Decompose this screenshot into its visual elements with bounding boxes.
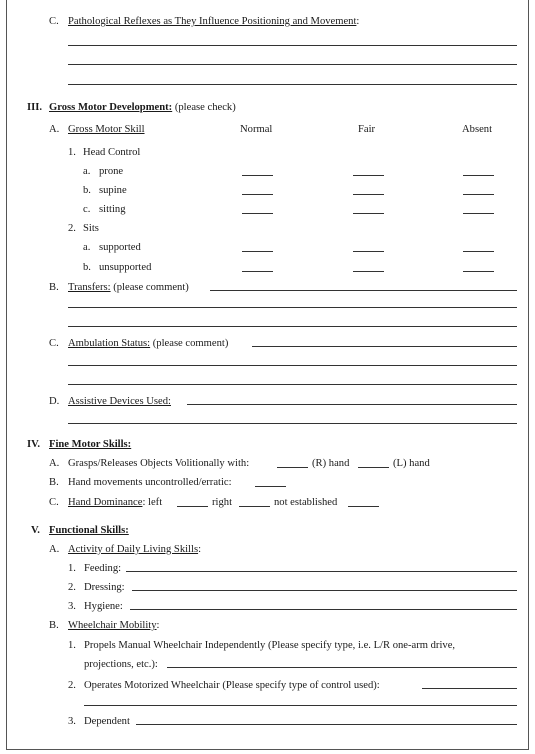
adl-heading: Activity of Daily Living Skills: (68, 544, 202, 555)
adl-num: 3. (68, 601, 76, 612)
section-c-line-3[interactable] (68, 84, 517, 85)
hand-movements-text: Hand movements uncontrolled/erratic: (68, 477, 232, 488)
wheelchair-letter: B. (49, 620, 59, 631)
section-4-numeral: IV. (27, 439, 41, 450)
feeding-line[interactable] (126, 571, 517, 572)
item-letter: c. (83, 204, 91, 215)
wheelchair-heading: Wheelchair Mobility: (68, 620, 160, 631)
wheelchair-2-text: Operates Motorized Wheelchair (Please specify type of control used): (84, 680, 380, 691)
wheelchair-2-line-1[interactable] (422, 688, 517, 689)
dominance-heading: Hand Dominance: left (68, 497, 163, 508)
check-fair[interactable] (353, 271, 384, 272)
wheelchair-2-line-2[interactable] (84, 705, 517, 706)
dominance-letter: C. (49, 497, 59, 508)
section-3-numeral: III. (27, 102, 43, 113)
hygiene-line[interactable] (130, 609, 517, 610)
section-c-line-2[interactable] (68, 64, 517, 65)
head-control-label: Head Control (83, 147, 141, 158)
section-5-title: Functional Skills: (49, 525, 129, 536)
grasps-letter: A. (49, 458, 60, 469)
adl-label: Feeding: (84, 563, 122, 574)
column-fair: Fair (358, 124, 376, 135)
left-blank[interactable] (177, 506, 208, 507)
wheelchair-1-text-cont: projections, etc.): (84, 659, 158, 670)
section-3-heading: Gross Motor Development: (please check) (49, 102, 236, 113)
item-label: supported (99, 242, 141, 253)
transfers-letter: B. (49, 282, 59, 293)
wheelchair-1-line[interactable] (167, 667, 517, 668)
item-label: sitting (99, 204, 126, 215)
column-absent: Absent (462, 124, 493, 135)
hand-movements-letter: B. (49, 477, 59, 488)
check-normal[interactable] (242, 251, 273, 252)
assistive-heading: Assistive Devices Used: (68, 396, 171, 407)
check-fair[interactable] (353, 175, 384, 176)
section-c-line-1[interactable] (68, 45, 517, 46)
adl-label: Hygiene: (84, 601, 123, 612)
check-absent[interactable] (463, 271, 494, 272)
hand-movements-blank[interactable] (255, 486, 286, 487)
item-label: prone (99, 166, 124, 177)
assistive-letter: D. (49, 396, 60, 407)
transfers-line-3[interactable] (68, 326, 517, 327)
column-normal: Normal (240, 124, 273, 135)
right-label: right (212, 497, 233, 508)
gross-motor-a-letter: A. (49, 124, 60, 135)
check-normal[interactable] (242, 271, 273, 272)
ambulation-line-2[interactable] (68, 365, 517, 366)
not-established-blank[interactable] (348, 506, 379, 507)
grasps-text: Grasps/Releases Objects Volitionally with: (68, 458, 250, 469)
assistive-line-2[interactable] (68, 423, 517, 424)
wheelchair-3-num: 3. (68, 716, 76, 727)
not-established-label: not established (274, 497, 338, 508)
gross-motor-skill-heading: Gross Motor Skill (68, 124, 145, 135)
wheelchair-3-text: Dependent (84, 716, 130, 727)
adl-label: Dressing: (84, 582, 125, 593)
check-fair[interactable] (353, 194, 384, 195)
check-normal[interactable] (242, 175, 273, 176)
ambulation-line-3[interactable] (68, 384, 517, 385)
right-blank[interactable] (239, 506, 270, 507)
check-fair[interactable] (353, 213, 384, 214)
sits-label: Sits (83, 223, 99, 234)
item-label: supine (99, 185, 127, 196)
ambulation-line-1[interactable] (252, 346, 517, 347)
transfers-line-2[interactable] (68, 307, 517, 308)
wheelchair-1-num: 1. (68, 640, 76, 651)
wheelchair-3-line[interactable] (136, 724, 517, 725)
transfers-line-1[interactable] (210, 290, 517, 291)
item-letter: b. (83, 185, 91, 196)
item-label: unsupported (99, 262, 152, 273)
adl-letter: A. (49, 544, 60, 555)
section-c-title: Pathological Reflexes as They Influence Positioning and Movement: (68, 16, 360, 27)
item-letter: b. (83, 262, 91, 273)
check-absent[interactable] (463, 213, 494, 214)
dressing-line[interactable] (132, 590, 517, 591)
check-absent[interactable] (463, 251, 494, 252)
head-control-num: 1. (68, 147, 76, 158)
sits-num: 2. (68, 223, 76, 234)
check-absent[interactable] (463, 175, 494, 176)
r-hand-label: (R) hand (312, 458, 350, 469)
section-5-numeral: V. (31, 525, 40, 536)
transfers-heading: Transfers: (please comment) (68, 282, 189, 293)
section-c-letter: C. (49, 16, 59, 27)
ambulation-heading: Ambulation Status: (please comment) (68, 338, 229, 349)
section-4-title: Fine Motor Skills: (49, 439, 132, 450)
r-hand-blank[interactable] (277, 467, 308, 468)
ambulation-letter: C. (49, 338, 59, 349)
adl-num: 2. (68, 582, 76, 593)
check-normal[interactable] (242, 213, 273, 214)
assistive-line-1[interactable] (187, 404, 517, 405)
adl-num: 1. (68, 563, 76, 574)
check-fair[interactable] (353, 251, 384, 252)
item-letter: a. (83, 242, 91, 253)
wheelchair-1-text: Propels Manual Wheelchair Independently (Please specify type, i.e. L/R one-arm drive, (84, 640, 456, 651)
wheelchair-2-num: 2. (68, 680, 76, 691)
item-letter: a. (83, 166, 91, 177)
l-hand-label: (L) hand (393, 458, 430, 469)
l-hand-blank[interactable] (358, 467, 389, 468)
check-absent[interactable] (463, 194, 494, 195)
check-normal[interactable] (242, 194, 273, 195)
